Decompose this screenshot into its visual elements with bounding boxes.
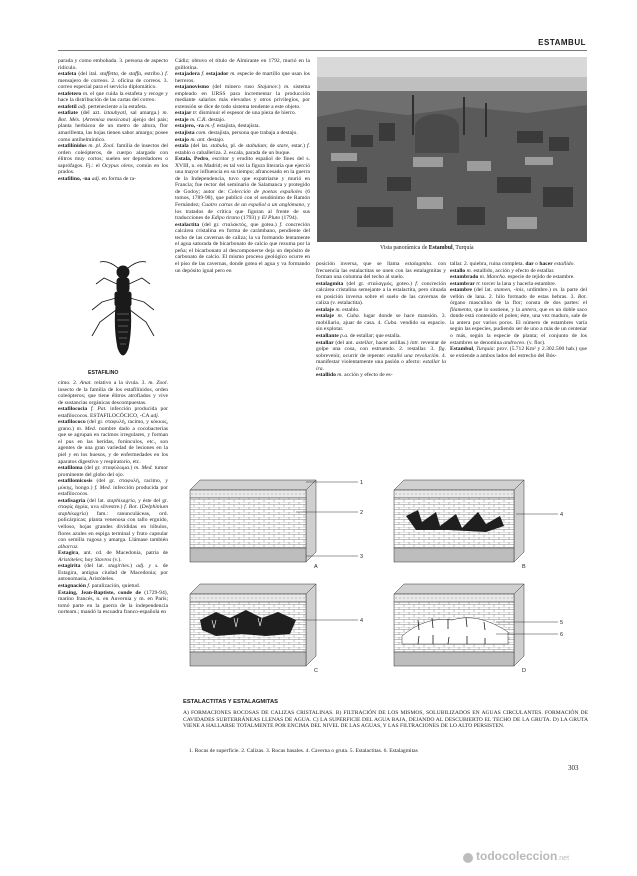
- figure-caption: A) FORMACIONES ROCOSAS DE CALIZAS CRISTALINAS. B) FILTRACIÓN DE LOS MISMOS, SOLUBILIZADOS EN AGUAS CIRCULANTES. FORMACIÓN DE CAVIDADES SUBTERRÁNEAS LLENAS DE AGUA. C) LA SUPERFICIE DEL AGUA BAJA, DEJANDO AL DESCUBIERTO EL TECHO DE LA GRUTA. D) LA GRUTA VIENE A HALLARSE TOTALMENTE POR ENCIMA DEL NIVEL DE LAS AGUAS, Y LAS FILTRACIONES DE LO ALTO PERSISTEN.: [183, 710, 588, 730]
- watermark-text: [476, 849, 569, 863]
- page-number: 303: [568, 764, 579, 772]
- entry-paragraph: estafilococo (del gr. σταφυλή, racimo, y κόκκος, grano.) m. Med. nombre dado a cocobacterias que se agrupan en racimos irregulares, y forman el pus en las heridas, forúnculos, etc., son agentes de una gran variedad de lesiones en la piel y en los huesos, y de enfermedades en los aparatos digestivo y respiratorio, etc.: [58, 419, 168, 465]
- entry-paragraph: parada y como embobada. 3. persona de aspecto ridículo.: [58, 58, 168, 71]
- text-column-1: [58, 58, 168, 288]
- entry-paragraph: estafetil adj. perteneciente a la estafeta.: [58, 103, 147, 110]
- beetle-illustration: [78, 258, 168, 370]
- diagram-number: 1: [360, 480, 364, 486]
- entry-paragraph: estafilomicosis (del gr. σταφυλή, racimo, y μύκης, hongo.) f. Med. infección producida por estafilococos.: [58, 478, 168, 498]
- diagram-letter: B: [522, 564, 526, 570]
- running-header: ESTAMBUL: [538, 38, 586, 47]
- entry-paragraph: estafiate (del azt. iztauhyatl, sal amarga.) m. Bot. Méx. (Artemisa mexicana) ajenjo del país; planta herbácea de un metro de altura, flor amarillenta, las hojas tienen sabor amargo; posee como antihelmíntico.: [58, 110, 168, 143]
- entry-paragraph: estagnación f. paralización, quietud.: [58, 582, 141, 589]
- diagram-number: 3: [360, 554, 364, 560]
- entry-paragraph: estallo m. estallido, acción y efecto de estallar.: [450, 267, 555, 274]
- figure-legend: 1. Rocas de superficie. 2. Calizas. 3. Rocas basales. 4. Caverna o gruta. 5. Estalactitas. 6. Estalagmitas: [189, 748, 418, 754]
- entry-paragraph: estajadera f. estajador m. especie de martillo que usan los herreros.: [175, 71, 310, 84]
- watermark-brand: todocoleccion: [476, 849, 558, 863]
- entry-paragraph: estafilino, -na adj. en forma de ra-: [58, 175, 136, 182]
- panel-c: [190, 584, 316, 666]
- entry-paragraph: estafiloma (del gr. σταφύλωμα.) m. Med. tumor prominente del globo del ojo.: [58, 465, 168, 478]
- diagram-number: 6: [560, 632, 564, 638]
- entry-paragraph: estafilococia f. Pat. infección producida por estafilococos. ESTAFILOCÓCICO, -CA adj.: [58, 406, 168, 419]
- entry-paragraph: estallido m. acción y efecto de es-: [316, 372, 393, 379]
- entry-paragraph: estajero, -ra m.-f. estajista, destajista.: [175, 123, 260, 130]
- header-rule: [58, 50, 587, 51]
- text-column-4: [450, 261, 587, 466]
- entry-paragraph: estallante p.a. de estallar; que estalla.: [316, 333, 401, 340]
- entry-paragraph: Estala, Pedro, escritor y erudito español de fines del s. XVIII, n. en Madrid; es tal vez la figura literaria que ejerció una mayor influencia en su tiempo; afrancesado en la guerra de la Independencia, tuvo que expatriarse y murió en Francia; fue rector del seminario de Salamanca y protegido de Godoy; autor de: Colección de poetas españoles (6 tomos, 1789-98), que publicó con el seudónimo de Ramón Fernández; Cuatro cartas de un español a un anglómano, y los tratados de crítica que figuran al frente de sus traducciones de Edipo tirano (1793) y El Pluto (1794).: [175, 156, 310, 222]
- entry-paragraph: estafeta (del ital. staffetta, de staffa, estribo.) f. mensajero de correos. 2. oficina de correos. 3. correo especial para el servicio diplomático.: [58, 71, 168, 91]
- photo-caption: Vista panorámica de Estambul, Turquía: [380, 245, 474, 251]
- panel-a: [190, 480, 316, 562]
- illustration-label: ESTAFILINO: [88, 370, 119, 376]
- text-column-2: [175, 58, 310, 463]
- istanbul-panorama-photo: [317, 57, 587, 242]
- cave-formation-diagram: [186, 472, 586, 672]
- text-column-3: [316, 261, 446, 466]
- entry-paragraph: estalagmita (del gr. σταλαγμός, goteo.) f. concreción calcárea cristalina semejante a la estalactita, pero situada en posición inversa sobre el suelo de las cavernas de caliza (v. estalactita).: [316, 280, 446, 307]
- entry-paragraph: tallar. 2. quiebra, ruina completa. dar o hacer estallido.: [450, 261, 575, 267]
- panel-d: [394, 584, 524, 666]
- diagram-letter: A: [314, 564, 318, 570]
- text-column-1-continued: [58, 380, 168, 765]
- figure-title: ESTALACTITAS Y ESTALAGMITAS: [183, 699, 279, 705]
- entry-paragraph: estalaje m. Cuba. lugar donde se hace mansión. 3. mobiliario, ajuar de casa. 4. Cuba. vendido su espacio. sin explotar.: [316, 313, 446, 333]
- entry-paragraph: Estaing, Jean-Baptiste, conde de (1729-94), marino francés, n. en Auvernia y m. en París; tomó parte en la guerra de la independencia norteam.; mandó la escuadra franco-española en: [58, 589, 168, 616]
- entry-paragraph: estajanovismo (del minero ruso Stajanov.) m. sistema empleado en URSS para incrementar la producción mediante salarios más elevados y otros privilegios, por extensión se dice de todo sistema tendente a este objeto.: [175, 84, 310, 110]
- entry-paragraph: estajista com. destajista, persona que trabaja a destajo.: [175, 130, 298, 137]
- entry-paragraph: Estagira, ant. cd. de Macedonia, patria de Aristóteles; hoy Stavros (v.).: [58, 550, 168, 563]
- entry-paragraph: estagirita (del lat. stagirites.) adj. y s. de Estagira, antigua ciudad de Macedonia; por antonomasia, Aristóteles.: [58, 563, 168, 583]
- diagram-number: 4: [360, 618, 364, 624]
- diagram-number: 5: [560, 620, 564, 626]
- diagram-number: 4: [560, 512, 564, 518]
- entry-paragraph: estalactita (del gr. σταλακτός, que gotea.) f. concreción calcárea cristalina en forma de carámbano, pendiente del techo de las cavernas de caliza; la va formando lentamente el agua saturada de bicarbonato de calcio que rezuma por la peña; el bicarbonato al descomponerse deja un depósito de carbonato de calcio. El mismo proceso geológico ocurre en el piso de las cavernas, donde gotea el agua y va formando un depósito igual pero en: [175, 221, 310, 274]
- diagram-letter: C: [314, 668, 318, 672]
- watermark-tld: .net: [557, 855, 570, 862]
- entry-paragraph: estala (del lat. stabula, pl. de stabulum; de stare, estar.) f. establo o caballeriza. 2. escala, parada de un buque.: [175, 143, 310, 156]
- entry-paragraph: estajo m. ant. destajo.: [175, 136, 225, 143]
- diagram-letter: D: [522, 668, 526, 672]
- entry-paragraph: estambre (del lat. stamen, -inis, urdimbre.) m. la parte del vellón de lana. 2. hilo formado de estas hebras. 3. Bot. órgano masculino de la flor; consta de dos partes: el filamento, que lo sostiene, y la antera, que es un doble saco donde está contenido el polen; éste, una vez maduro, sale de la antera por varios poros. El número de estambres varía según las especies, pudiendo ser de uno a más de un centenar o más, según la especie de planta; el conjunto de los estambres se denomina androceo. (v. flor).: [450, 287, 587, 346]
- entry-paragraph: Estambul, Turquía: prov. (5.712 Km² y 2.302.500 hab.) que se extiende a ambos lados del estrecho del Bós-: [450, 346, 587, 359]
- entry-paragraph: estalaje m. establo.: [316, 306, 360, 313]
- entry-paragraph: estambrar tr. torcer la lana y hacerla estambre.: [450, 280, 557, 287]
- entry-paragraph: posición inversa, que se llama estalagmita. con frecuencia las estalactitas se unen con las estalagmitas y forman una columna del techo al suelo.: [316, 261, 446, 281]
- entry-paragraph: estajar tr. disminuir el espesor de una pieza de hierro.: [175, 110, 297, 117]
- entry-paragraph: estafetero m. el que cuida la estafeta y recoge y hace la distribución de las cartas del correo.: [58, 90, 168, 104]
- entry-paragraph: estambrado m. Mancha. especie de tejido de estambre.: [450, 274, 575, 281]
- entry-paragraph: cimo. 2. Anat. relativo a la úvula. 3. m. Zool. insecto de la familia de los estafilínidos, orden coleópteros; que tiene élitros atrofiados y vive de sustancias orgánicas descompuestas.: [58, 380, 168, 406]
- entry-paragraph: estaje m. C.R. destajo.: [175, 116, 226, 123]
- panel-b: [394, 480, 524, 562]
- entry-paragraph: Cádiz; obtuvo el título de Almirante en 1792, murió en la guillotina.: [175, 58, 310, 71]
- entry-paragraph: estafilínidos m. pl. Zool. familia de insectos del orden coleópteros, de cuerpo alargado con élitros muy cortos; suelen ser depredadores o saprófagos. Fj.: el Ocypus olens, común en los prados.: [58, 143, 168, 176]
- entry-paragraph: estallar (del ant. astellar, hacer astillas.) intr. reventar de golpe una cosa, con estruendo. 2. restallar. 3. fig. sobrevenir, ocurrir de repente: estalló una revolución. 4. manifestar violentamente una pasión o afecto: estallar la ira.: [316, 339, 446, 372]
- diagram-number: 2: [360, 510, 364, 516]
- entry-paragraph: estafisagria (del lat. staphisagria, y éste del gr. σταφίς ἀγρία, uva silvestre.) f. Bot. (Delphinium staphisagria) fam.: ranunculáceas, ord. policárpicas; planta venenosa con tallo erguido, velloso, hojas grandes divididas en lóbulos, flores azules en espiga terminal y fruto capsular con semilla rugosa y amarga. Llámase también albarraz.: [58, 497, 168, 550]
